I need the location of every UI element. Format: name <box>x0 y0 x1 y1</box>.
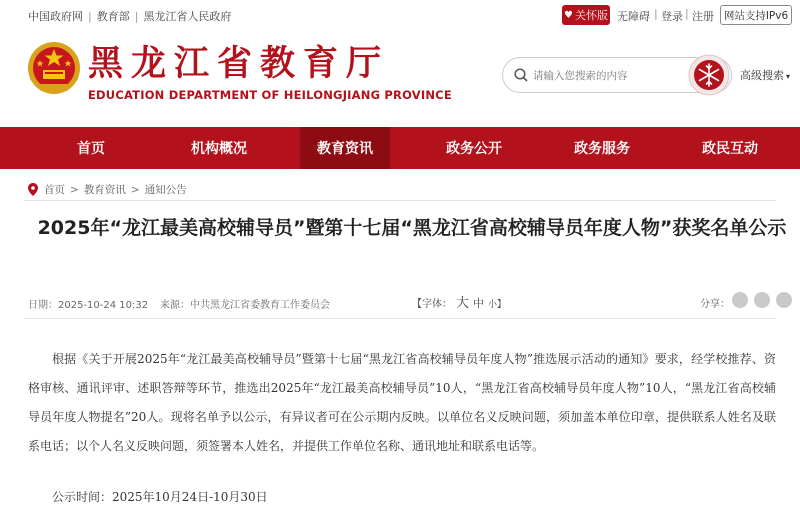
breadcrumb-notices[interactable]: 通知公告 <box>144 184 187 196</box>
divider <box>24 200 776 201</box>
accessibility-link[interactable]: 无障碍 <box>617 10 650 23</box>
qzone-share-icon[interactable] <box>776 292 792 308</box>
link-hlj-gov[interactable]: 黑龙江省人民政府 <box>143 10 232 23</box>
site-title: 黑龙江省教育厅 <box>88 43 390 84</box>
divider <box>24 318 776 319</box>
nav-item-gov-affairs[interactable]: 政务公开 <box>446 141 502 157</box>
advanced-search-link[interactable]: 高级搜索 ▾ <box>740 69 791 82</box>
publish-date: 日期：2025-10-24 10:32 <box>28 300 149 311</box>
site-title-english: EDUCATION DEPARTMENT OF HEILONGJIANG PROVINCE <box>88 88 452 102</box>
breadcrumb-home[interactable]: 首页 <box>44 184 65 196</box>
font-size-switcher: 【字体： 大 中 小】 <box>412 292 506 311</box>
article-title: 2025年“龙江最美高校辅导员”暨第十七届“黑龙江省高校辅导员年度人物”获奖名单公示 <box>37 217 787 239</box>
article-paragraph: 公示时间：2025年10月24日-10月30日 <box>52 490 268 504</box>
breadcrumb: 首页 > 教育资讯 > 通知公告 <box>28 182 187 197</box>
nav-item-about[interactable]: 机构概况 <box>191 141 247 157</box>
font-size-medium[interactable]: 中 <box>473 297 485 310</box>
nav-item-interaction[interactable]: 政民互动 <box>702 141 758 157</box>
nav-item-home[interactable]: 首页 <box>77 141 105 157</box>
font-size-large[interactable]: 大 <box>456 296 470 311</box>
external-links: 中国政府网 | 教育部 | 黑龙江省人民政府 <box>28 10 232 23</box>
article-paragraph: 根据《关于开展2025年“龙江最美高校辅导员”暨第十七届“黑龙江省高校辅导员年度人物”推选展示活动的通知》要求，经学校推荐、资格审核、通讯评审、述职答辩等环节，推选出2025年“龙江最美高校辅导员”10人，“黑龙江省高校辅导员年度人物”10人，“黑龙江省高校辅导员年度人物提名”20人。现将名单予以公示，有异议者可在公示期内反映。以单位名义反映问题，须加盖本单位印章，提供联系人姓名及联系电话；以个人名义反映问题，须签署本人姓名，并提供工作单位名称、通讯地址和联系电话等。 <box>28 352 776 453</box>
ipv6-badge[interactable]: 网站支持IPv6 <box>720 5 792 25</box>
nav-item-services[interactable]: 政务服务 <box>574 141 630 157</box>
chevron-down-icon: ▾ <box>786 72 791 81</box>
weibo-share-icon[interactable] <box>754 292 770 308</box>
wechat-share-icon[interactable] <box>732 292 748 308</box>
top-utility-bar: 中国政府网 | 教育部 | 黑龙江省人民政府 ♥ 关怀版 无障碍 | 登录 | 注册 网站支持IPv6 <box>0 0 800 30</box>
font-size-small[interactable]: 小】 <box>488 300 507 310</box>
national-emblem-icon <box>26 40 82 98</box>
search-input[interactable] <box>533 67 683 85</box>
main-nav <box>0 127 800 169</box>
heart-icon: ♥ <box>564 9 573 21</box>
search-icon[interactable] <box>513 67 529 83</box>
nav-item-news[interactable]: 教育资讯 <box>300 127 390 169</box>
breadcrumb-news[interactable]: 教育资讯 <box>83 184 126 196</box>
snowflake-search-icon[interactable] <box>688 54 730 96</box>
location-pin-icon <box>28 183 38 196</box>
link-moe[interactable]: 教育部 <box>96 10 130 23</box>
article-source: 来源：中共黑龙江省委教育工作委员会 <box>160 300 330 311</box>
login-link[interactable]: 登录 <box>661 10 683 23</box>
share-label: 分享： <box>700 299 730 310</box>
link-gov-cn[interactable]: 中国政府网 <box>28 10 83 23</box>
register-link[interactable]: 注册 <box>692 10 714 23</box>
care-mode-button[interactable]: ♥ 关怀版 <box>562 5 610 25</box>
